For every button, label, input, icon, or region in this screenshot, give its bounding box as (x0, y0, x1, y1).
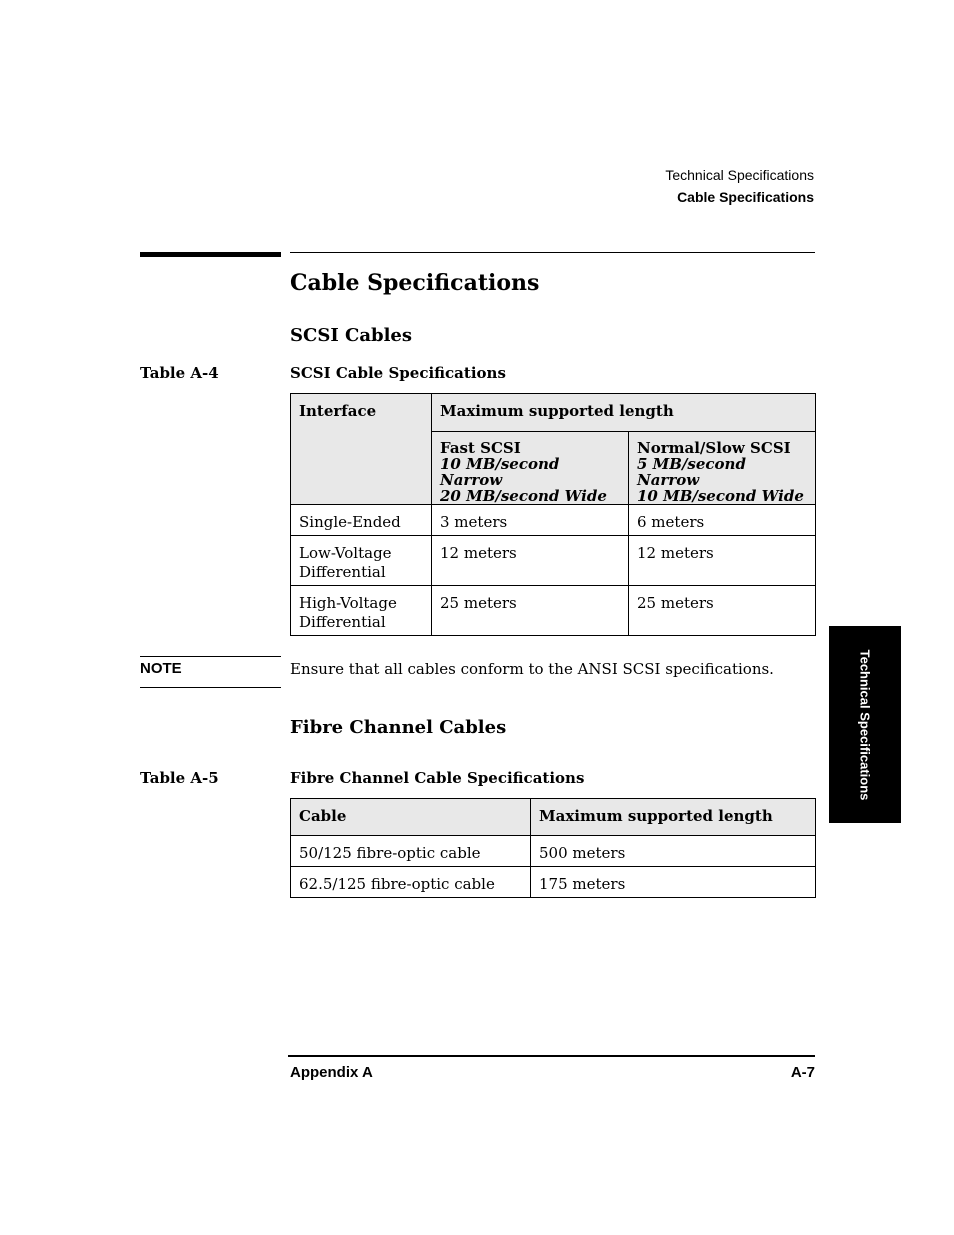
table-row (291, 586, 816, 636)
header-cable: Cable (291, 799, 531, 836)
fast-scsi-name: Fast SCSI (440, 439, 521, 457)
table-row (291, 867, 816, 898)
heading-rule-thick (140, 252, 281, 257)
side-tab-label: Technical Specifications (857, 649, 873, 800)
cell-length: 500 meters (531, 836, 816, 867)
scsi-table-label: Table A-4 (140, 364, 219, 382)
fibre-table-label: Table A-5 (140, 769, 219, 787)
cell-normal: 12 meters (629, 536, 816, 586)
cell-fast: 25 meters (432, 586, 629, 636)
interface-line2: Differential (299, 563, 386, 581)
interface-line1: Low-Voltage (299, 544, 392, 562)
heading-rule-thin (290, 252, 815, 253)
scsi-table-title: SCSI Cable Specifications (290, 364, 506, 382)
fast-scsi-narrow: 10 MB/second Narrow (440, 455, 560, 489)
table-row (291, 505, 816, 536)
note-rule-top (140, 656, 281, 657)
interface-line1: Single-Ended (299, 513, 401, 531)
scsi-cable-table (290, 393, 816, 636)
header-max-length: Maximum supported length (531, 799, 816, 836)
header-max-length: Maximum supported length (432, 394, 816, 432)
table-row (291, 536, 816, 586)
header-interface: Interface (291, 394, 432, 505)
cell-interface (291, 586, 432, 636)
interface-line1: High-Voltage (299, 594, 397, 612)
interface-line2: Differential (299, 613, 386, 631)
running-header-chapter: Technical Specifications (665, 167, 814, 183)
cell-interface (291, 505, 432, 536)
header-fast-scsi (432, 432, 629, 505)
fibre-heading: Fibre Channel Cables (290, 717, 507, 738)
cell-fast: 3 meters (432, 505, 629, 536)
side-tab (829, 626, 901, 823)
footer-page-number: A-7 (790, 1064, 815, 1081)
footer-appendix: Appendix A (290, 1064, 373, 1081)
cell-interface (291, 536, 432, 586)
table-header-row (291, 799, 816, 836)
fibre-table-title: Fibre Channel Cable Specifications (290, 769, 585, 787)
normal-scsi-wide: 10 MB/second Wide (637, 487, 804, 505)
note-text: Ensure that all cables conform to the ANSI SCSI specifications. (290, 660, 774, 678)
note-rule-bottom (140, 687, 281, 688)
running-header-section: Cable Specifications (677, 189, 814, 205)
cell-cable: 50/125 fibre-optic cable (291, 836, 531, 867)
table-header-row (291, 394, 816, 432)
cell-length: 175 meters (531, 867, 816, 898)
normal-scsi-narrow: 5 MB/second Narrow (637, 455, 746, 489)
cell-cable: 62.5/125 fibre-optic cable (291, 867, 531, 898)
table-row (291, 836, 816, 867)
fast-scsi-wide: 20 MB/second Wide (440, 487, 607, 505)
page-title: Cable Specifications (290, 270, 540, 296)
note-label: NOTE (140, 660, 182, 677)
normal-scsi-name: Normal/Slow SCSI (637, 439, 791, 457)
cell-normal: 6 meters (629, 505, 816, 536)
fibre-cable-table (290, 798, 816, 898)
cell-fast: 12 meters (432, 536, 629, 586)
header-normal-scsi (629, 432, 816, 505)
footer-rule (288, 1055, 815, 1057)
cell-normal: 25 meters (629, 586, 816, 636)
scsi-heading: SCSI Cables (290, 325, 413, 346)
